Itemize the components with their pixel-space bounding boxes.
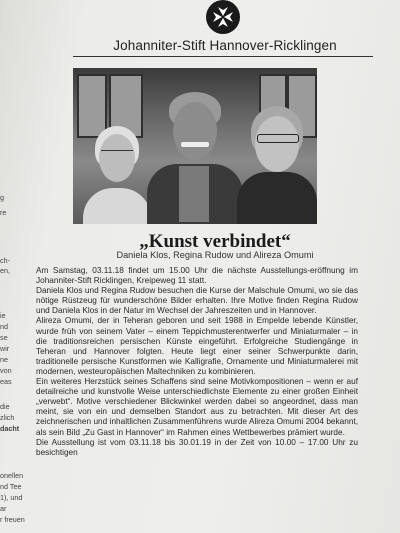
article-paragraph: Ein weiteres Herzstück seines Schaffens sind seine Motivkompositionen – wenn er auf detailreiche und kunstvolle Weise unterschiedlichste Elemente zu einer großen Einheit „verwebt“. Motive verschiedener Blickwinkel werden dabei so angeordnet, dass man meint, sie von ein und demselben Standort aus zu betrachten. Mit dieser Art des zeichnerischen und inhaltlichen Zusammenführens wurde Alireza Omumi 2004 bekannt, als sein Bild „Zu Gast in Hannover“ im Rahmen eines Wettbewerbes prämiert wurde. [36, 377, 358, 437]
left-fragment: eas [0, 377, 12, 386]
left-fragment: ch- [0, 256, 10, 265]
left-fragment: wir [0, 344, 10, 353]
page-header [30, 0, 400, 60]
left-fragment: zlich [0, 413, 15, 422]
group-portrait-photo [73, 68, 317, 224]
maltese-cross-icon [206, 0, 240, 34]
left-fragment: nd Tee [0, 482, 22, 491]
article-paragraph: Die Ausstellung ist vom 03.11.18 bis 30.01.19 in der Zeit von 10.00 – 17.00 Uhr zu besichtigen [36, 437, 358, 457]
left-fragment: onellen [0, 471, 24, 480]
article-paragraph: Am Samstag, 03.11.18 findet um 15.00 Uhr die nächste Ausstellungs-eröffnung im Johanniter-Stift Ricklingen, Kreipeweg 11 statt. [36, 266, 358, 286]
left-fragment: von [0, 366, 12, 375]
left-fragment: ar [0, 504, 7, 513]
person-center [145, 92, 245, 224]
article-body [36, 266, 358, 458]
article-paragraph: Alireza Omumi, der in Teheran geboren und seit 1988 in Empelde lebende Künstler, wurde früh von seinem Vater – einem Teppichmusterentwerfer und Miniaturmaler – in die traditionsreichen persischen Künste eingeführt. Erfolgreiche Studiengänge in Teheran und Hannover folgten. Heute liegt einer seiner Schwerpunkte darin, traditionelle persische Kunstformen wie Kalligrafie, Ornamente und Miniaturmalerei mit modernen, westeuropäischen Maltechniken zu kombinieren. [36, 316, 358, 376]
left-fragment: nd [0, 322, 8, 331]
organization-title: Johanniter-Stift Hannover-Ricklingen [113, 38, 337, 53]
person-right [233, 106, 317, 224]
left-fragment: dacht [0, 424, 20, 433]
left-fragment: se [0, 333, 8, 342]
left-fragment: die [0, 402, 10, 411]
left-fragment: ie [0, 311, 6, 320]
article-paragraph: Daniela Klos und Regina Rudow besuchen die Kurse der Malschule Omumi, wo sie das nötige Rüstzeug für wunderschöne Bilder erhalten. Ihre Motive finden Regina Rudow und Daniela Klos in der Natur im Wechsel der Jahreszeiten und in Hannover. [36, 286, 358, 316]
article-byline: Daniela Klos, Regina Rudow und Alireza Omumi [116, 250, 314, 260]
left-column-fragments [0, 0, 28, 533]
left-fragment: ne [0, 355, 8, 364]
left-fragment: re [0, 208, 7, 217]
person-left [81, 126, 153, 224]
left-fragment: r freuen [0, 515, 25, 524]
left-fragment: g [0, 193, 4, 202]
header-divider [73, 56, 373, 57]
article-headline: „Kunst verbindet“ [139, 231, 291, 252]
left-fragment: en, [0, 266, 10, 275]
left-fragment: 1), und [0, 493, 23, 502]
